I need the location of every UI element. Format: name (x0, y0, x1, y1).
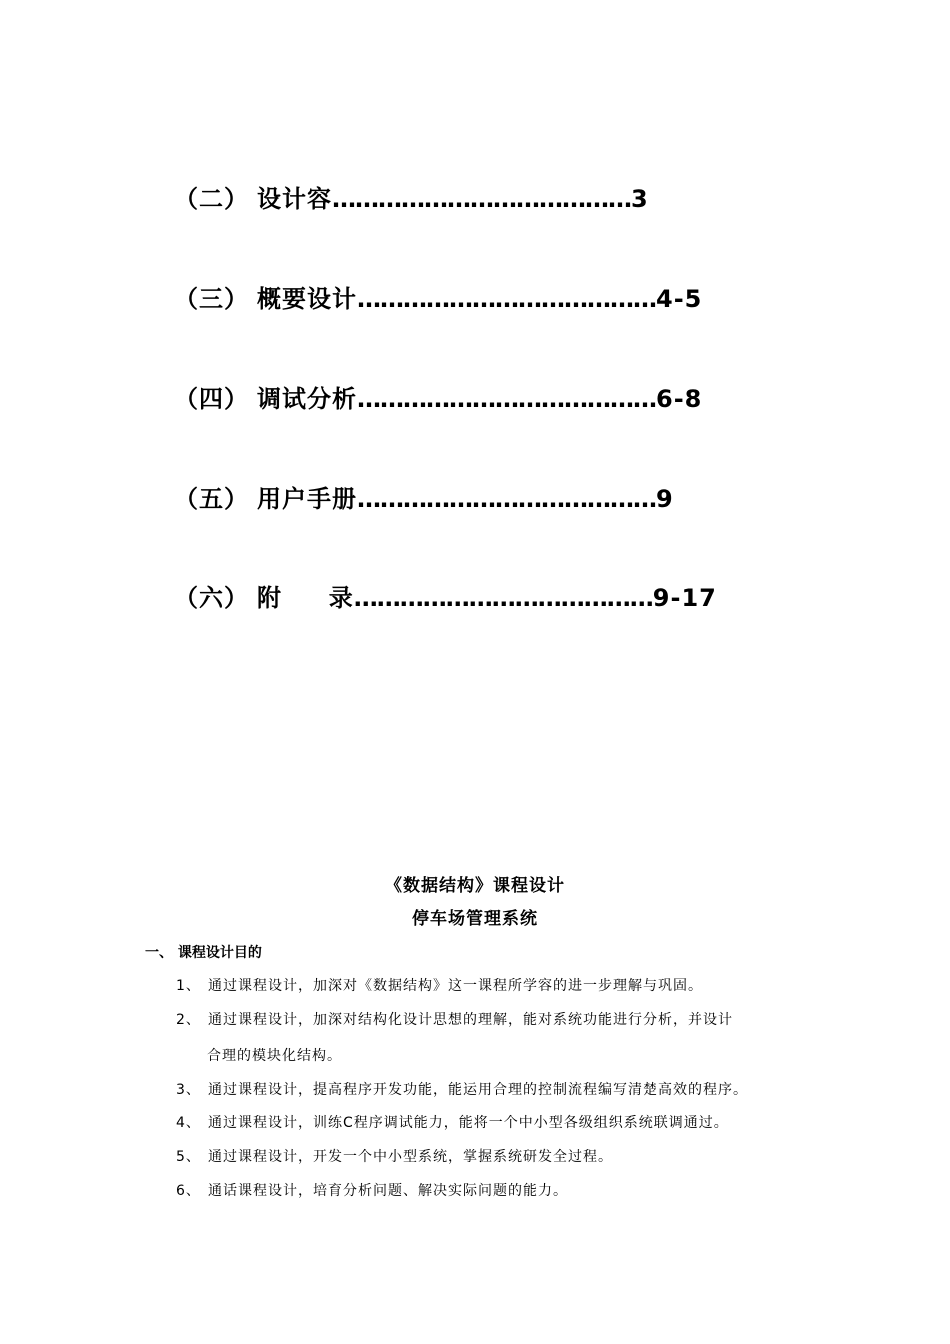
toc-number: （六） (174, 584, 249, 612)
list-item (176, 1009, 733, 1029)
list-item-text: 通话课程设计，培育分析问题、解决实际问题的能力。 (208, 1183, 568, 1199)
toc-leader-dots: ………………………………… (353, 584, 653, 612)
list-item (176, 1146, 613, 1166)
list-item-index: 1、 (176, 978, 201, 994)
list-item-text: 通过课程设计，提高程序开发功能，能运用合理的控制流程编写清楚高效的程序。 (208, 1082, 748, 1098)
toc-leader-dots: ………………………………… (357, 285, 656, 313)
list-item (176, 1112, 729, 1132)
toc-title: 附 录 (257, 584, 354, 612)
list-item-continuation: 合理的模块化结构。 (207, 1048, 342, 1064)
toc-entry (174, 578, 717, 618)
toc-leader-dots: ………………………………… (332, 185, 631, 213)
list-item-text: 通过课程设计，加深对结构化设计思想的理解，能对系统功能进行分析，并设计 (208, 1012, 733, 1028)
list-item-text: 通过课程设计，开发一个中小型系统，掌握系统研发全过程。 (208, 1149, 613, 1165)
toc-entry (174, 479, 674, 519)
list-item-index: 4、 (176, 1115, 201, 1131)
list-item (176, 975, 703, 995)
toc-number: （五） (174, 485, 249, 513)
document-title: 《数据结构》课程设计 (385, 876, 565, 896)
toc-number: （四） (174, 385, 249, 413)
toc-entry (174, 279, 702, 319)
list-item-text: 通过课程设计，加深对《数据结构》这一课程所学容的进一步理解与巩固。 (208, 978, 703, 994)
list-item-text: 通过课程设计，训练C程序调试能力，能将一个中小型各级组织系统联调通过。 (208, 1115, 729, 1131)
list-item (176, 1180, 568, 1200)
list-item-index: 5、 (176, 1149, 201, 1165)
toc-number: （三） (174, 285, 249, 313)
toc-number: （二） (174, 185, 249, 213)
toc-title: 概要设计 (257, 285, 357, 313)
toc-title: 用户手册 (257, 485, 357, 513)
list-item-index: 6、 (176, 1183, 201, 1199)
toc-page: 4-5 (656, 285, 703, 313)
toc-page: 6-8 (656, 385, 703, 413)
toc-leader-dots: ………………………………… (357, 485, 656, 513)
toc-entry (174, 379, 702, 419)
list-item-index: 3、 (176, 1082, 201, 1098)
toc-page: 9-17 (652, 584, 717, 612)
toc-leader-dots: ………………………………… (357, 385, 656, 413)
toc-title: 调试分析 (257, 385, 357, 413)
toc-page: 3 (631, 185, 649, 213)
list-item (176, 1079, 748, 1099)
toc-entry (174, 179, 649, 219)
toc-page: 9 (656, 485, 674, 513)
document-subtitle: 停车场管理系统 (412, 909, 538, 929)
list-item-index: 2、 (176, 1012, 201, 1028)
section-heading: 一、 课程设计目的 (145, 945, 262, 961)
toc-title: 设计容 (257, 185, 332, 213)
